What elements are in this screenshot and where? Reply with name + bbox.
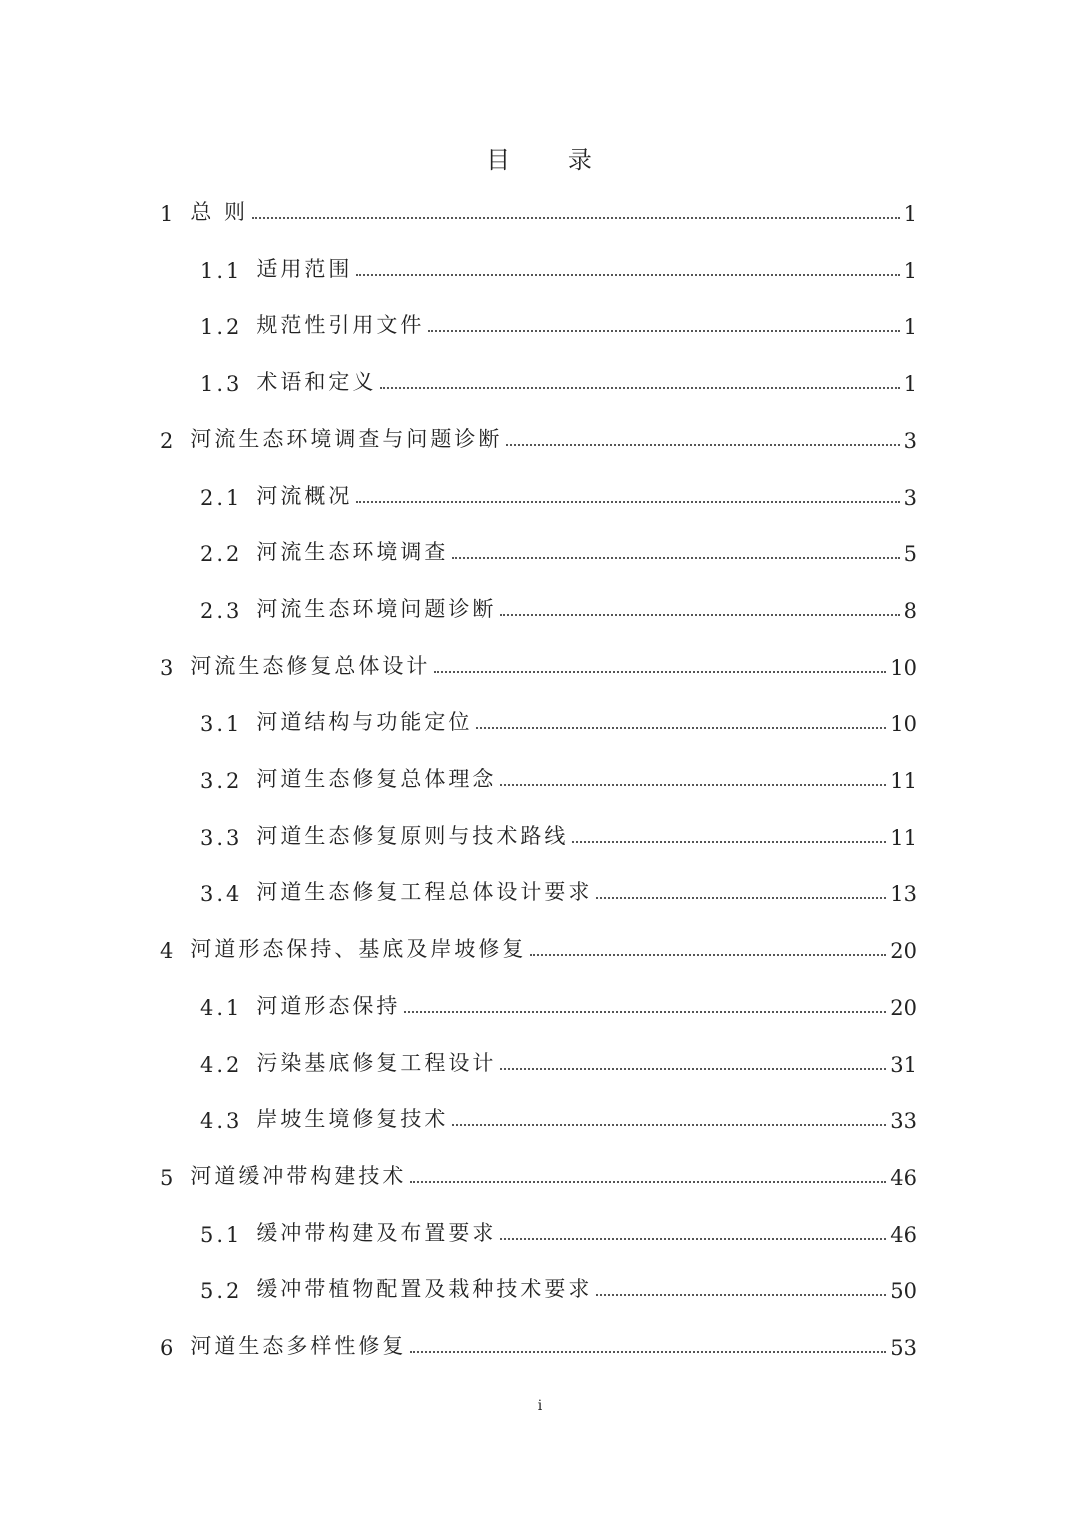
toc-entry-page: 20 [890,995,917,1020]
toc-entry[interactable] [200,1097,917,1133]
toc-entry[interactable] [200,700,917,736]
toc-entry[interactable] [200,1211,917,1247]
toc-dot-leader [506,444,899,446]
toc-entry-page: 1 [903,202,917,226]
toc-entry-number: 1.3 [200,372,243,397]
toc-entry-label: 河道生态修复工程总体设计要求 [256,880,593,905]
toc-entry-label: 河道结构与功能定位 [256,710,473,735]
toc-entry-number: 1.2 [200,315,243,340]
toc-entry-label: 河道生态修复原则与技术路线 [256,823,569,848]
toc-entry-number: 3.1 [200,712,243,737]
toc-dot-leader [500,614,899,616]
toc-entry-number: 3.3 [200,825,243,850]
toc-entry-label: 河流概况 [256,483,353,508]
toc-entry-number: 2.1 [200,485,243,510]
toc-dot-leader [476,727,886,729]
toc-entry[interactable] [160,644,917,680]
toc-entry-number: 2.2 [200,542,243,567]
page-title-part-2: 录 [567,146,594,174]
page-title [0,140,1080,175]
toc-entry[interactable] [160,1154,917,1190]
toc-entry-page: 1 [903,372,917,397]
toc-entry-page: 1 [903,315,917,340]
toc-dot-leader [356,274,899,276]
toc-entry-page: 10 [890,655,917,680]
toc-entry[interactable] [160,927,917,963]
toc-dot-leader [380,387,899,389]
page-title-part-1: 目 [486,146,513,174]
toc-entry-number: 6 [160,1336,177,1360]
toc-entry-number: 4 [160,939,177,964]
page-number: i [537,1398,543,1414]
toc-entry[interactable] [200,360,917,396]
toc-entry-page: 11 [890,769,917,793]
toc-entry-page: 1 [903,258,917,283]
toc-entry-page: 3 [903,485,917,510]
toc-entry-page: 5 [903,542,917,567]
toc-entry[interactable] [160,417,917,453]
toc-entry-number: 3.4 [200,882,243,907]
toc-entry-page: 31 [890,1052,917,1077]
toc-dot-leader [500,784,886,786]
toc-dot-leader [356,501,899,503]
toc-entry-number: 4.3 [200,1109,243,1134]
toc-entry-page: 46 [890,1222,917,1247]
toc-dot-leader [404,1011,886,1013]
toc-entry-page: 50 [890,1279,917,1304]
toc-dot-leader [410,1351,886,1353]
toc-entry[interactable] [200,303,917,339]
toc-entry-page: 10 [890,712,917,737]
toc-dot-leader [500,1068,886,1070]
toc-entry-number: 5 [160,1165,177,1190]
toc-entry-number: 3 [160,655,177,680]
toc-entry-label: 河道生态修复总体理念 [256,767,497,791]
toc-entry-number: 1.1 [200,258,243,283]
toc-entry-label: 总 则 [190,200,249,224]
toc-entry-page: 46 [890,1165,917,1190]
toc-entry[interactable] [160,190,917,226]
toc-entry-page: 33 [890,1109,917,1134]
toc-entry[interactable] [200,870,917,906]
toc-entry-page: 3 [903,428,917,453]
toc-entry-label: 污染基底修复工程设计 [256,1050,497,1075]
toc-entry[interactable] [200,984,917,1020]
toc-dot-leader [596,897,886,899]
toc-entry-number: 4.1 [200,995,243,1020]
toc-entry-label: 河流生态环境问题诊断 [256,596,497,621]
toc-entry-label: 河道形态保持 [256,993,401,1018]
toc-entry[interactable] [200,530,917,566]
toc-entry[interactable] [200,757,917,793]
toc-dot-leader [596,1294,886,1296]
toc-entry[interactable] [200,1267,917,1303]
toc-entry-label: 岸坡生境修复技术 [256,1107,449,1132]
toc-dot-leader [572,841,886,843]
toc-dot-leader [428,330,899,332]
toc-entry-page: 20 [890,939,917,964]
toc-entry-number: 1 [160,202,177,226]
toc-dot-leader [252,217,900,219]
toc-dot-leader [530,954,886,956]
toc-entry-label: 河流生态环境调查与问题诊断 [190,426,503,451]
toc-entry[interactable] [200,474,917,510]
toc-dot-leader [452,1124,886,1126]
toc-entry-label: 适用范围 [256,256,353,281]
toc-dot-leader [434,671,886,673]
toc-entry-label: 河道生态多样性修复 [190,1334,407,1358]
toc-entry-page: 11 [890,825,917,850]
toc-entry-label: 术语和定义 [256,370,377,395]
toc-entry-label: 河道形态保持、基底及岸坡修复 [190,937,527,962]
toc-entry-page: 53 [890,1336,917,1360]
toc-entry-label: 河道缓冲带构建技术 [190,1163,407,1188]
toc-entry[interactable] [160,1324,917,1360]
toc-entry-label: 河流生态环境调查 [256,540,449,565]
toc-entry-label: 缓冲带构建及布置要求 [256,1220,497,1245]
toc-dot-leader [410,1181,886,1183]
toc-entry[interactable] [200,587,917,623]
toc-entry[interactable] [200,1041,917,1077]
toc-entry-page: 13 [890,882,917,907]
toc-entry-number: 3.2 [200,769,243,793]
toc-entry[interactable] [200,247,917,283]
toc-entry-label: 规范性引用文件 [256,313,425,338]
toc-entry-page: 8 [903,598,917,623]
toc-entry-label: 河流生态修复总体设计 [190,653,431,678]
toc-entry-number: 2.3 [200,598,243,623]
toc-entry-number: 4.2 [200,1052,243,1077]
toc-entry-number: 5.1 [200,1222,243,1247]
toc-entry[interactable] [200,814,917,850]
toc-dot-leader [500,1238,886,1240]
toc-entry-label: 缓冲带植物配置及栽种技术要求 [256,1277,593,1302]
toc-entry-number: 2 [160,428,177,453]
toc-dot-leader [452,557,899,559]
toc-entry-number: 5.2 [200,1279,243,1304]
